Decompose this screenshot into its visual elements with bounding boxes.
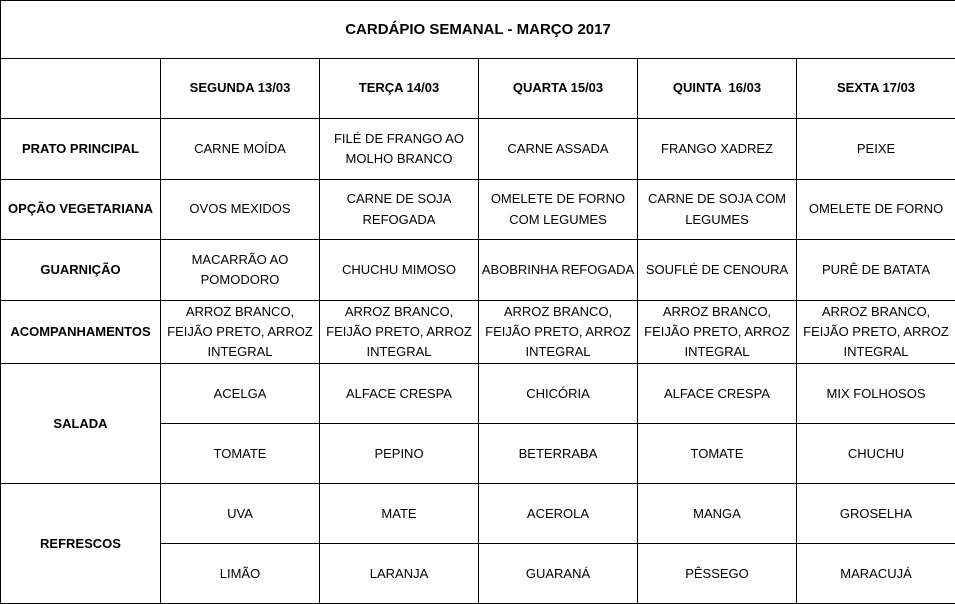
row-label-opcao-vegetariana: OPÇÃO VEGETARIANA — [1, 180, 161, 240]
day-header-thursday: QUINTA 16/03 — [638, 59, 797, 119]
menu-cell: ALFACE CRESPA — [320, 364, 479, 424]
menu-cell: ARROZ BRANCO, FEIJÃO PRETO, ARROZ INTEGRAL — [320, 301, 479, 364]
menu-cell: GROSELHA — [797, 484, 955, 544]
menu-cell: OVOS MEXIDOS — [161, 180, 320, 240]
menu-cell: BETERRABA — [479, 424, 638, 484]
menu-cell: UVA — [161, 484, 320, 544]
menu-cell: ABOBRINHA REFOGADA — [479, 240, 638, 301]
day-header-wednesday: QUARTA 15/03 — [479, 59, 638, 119]
menu-cell: GUARANÁ — [479, 544, 638, 604]
menu-cell: PEIXE — [797, 119, 955, 180]
row-label-guarnicao: GUARNIÇÃO — [1, 240, 161, 301]
menu-cell: ARROZ BRANCO, FEIJÃO PRETO, ARROZ INTEGRAL — [161, 301, 320, 364]
menu-cell: MANGA — [638, 484, 797, 544]
menu-cell: CARNE DE SOJA COM LEGUMES — [638, 180, 797, 240]
menu-cell: TOMATE — [161, 424, 320, 484]
menu-cell: TOMATE — [638, 424, 797, 484]
menu-cell: LIMÃO — [161, 544, 320, 604]
menu-cell: ARROZ BRANCO, FEIJÃO PRETO, ARROZ INTEGRAL — [479, 301, 638, 364]
menu-cell: MIX FOLHOSOS — [797, 364, 955, 424]
menu-cell: CARNE MOÍDA — [161, 119, 320, 180]
menu-cell: ARROZ BRANCO, FEIJÃO PRETO, ARROZ INTEGRAL — [638, 301, 797, 364]
menu-cell: CARNE DE SOJA REFOGADA — [320, 180, 479, 240]
menu-cell: ARROZ BRANCO, FEIJÃO PRETO, ARROZ INTEGRAL — [797, 301, 955, 364]
menu-cell: MATE — [320, 484, 479, 544]
menu-cell: ACEROLA — [479, 484, 638, 544]
menu-cell: FILÉ DE FRANGO AO MOLHO BRANCO — [320, 119, 479, 180]
menu-cell: PÊSSEGO — [638, 544, 797, 604]
menu-cell: CHICÓRIA — [479, 364, 638, 424]
menu-cell: ALFACE CRESPA — [638, 364, 797, 424]
corner-cell — [1, 59, 161, 119]
menu-cell: OMELETE DE FORNO COM LEGUMES — [479, 180, 638, 240]
row-label-salada: SALADA — [1, 364, 161, 484]
menu-cell: MARACUJÁ — [797, 544, 955, 604]
row-label-refrescos: REFRESCOS — [1, 484, 161, 604]
menu-cell: FRANGO XADREZ — [638, 119, 797, 180]
menu-cell: SOUFLÉ DE CENOURA — [638, 240, 797, 301]
menu-cell: CHUCHU MIMOSO — [320, 240, 479, 301]
menu-cell: MACARRÃO AO POMODORO — [161, 240, 320, 301]
menu-cell: PEPINO — [320, 424, 479, 484]
table-title: CARDÁPIO SEMANAL - MARÇO 2017 — [1, 1, 955, 59]
row-label-acompanhamentos: ACOMPANHAMENTOS — [1, 301, 161, 364]
menu-cell: LARANJA — [320, 544, 479, 604]
menu-cell: ACELGA — [161, 364, 320, 424]
day-header-tuesday: TERÇA 14/03 — [320, 59, 479, 119]
day-header-friday: SEXTA 17/03 — [797, 59, 955, 119]
menu-cell: OMELETE DE FORNO — [797, 180, 955, 240]
day-header-monday: SEGUNDA 13/03 — [161, 59, 320, 119]
menu-cell: PURÊ DE BATATA — [797, 240, 955, 301]
menu-cell: CHUCHU — [797, 424, 955, 484]
row-label-prato-principal: PRATO PRINCIPAL — [1, 119, 161, 180]
menu-cell: CARNE ASSADA — [479, 119, 638, 180]
